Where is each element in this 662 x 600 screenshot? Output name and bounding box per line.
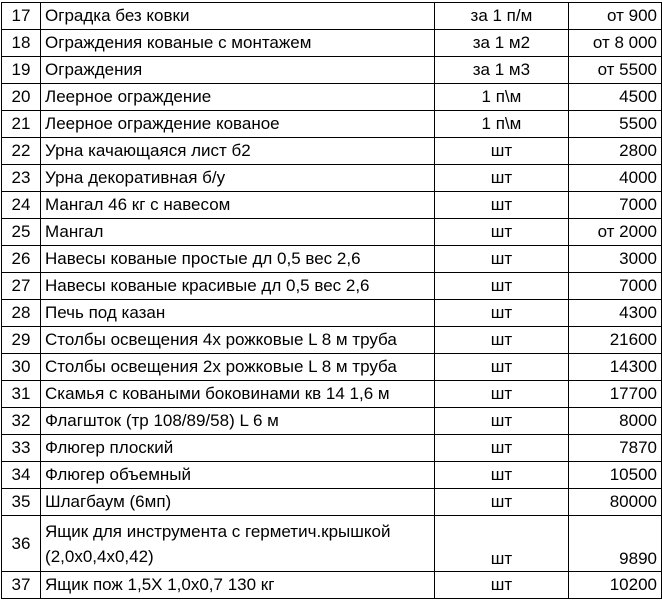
item-price: от 8 000 — [568, 30, 661, 57]
item-price: 10500 — [568, 462, 661, 489]
item-unit: шт — [435, 138, 569, 165]
item-name: Печь под казан — [41, 300, 435, 327]
row-number: 34 — [2, 462, 41, 489]
price-table-body — [2, 3, 662, 599]
item-price: 17700 — [568, 381, 661, 408]
item-unit: шт — [435, 219, 569, 246]
row-number: 37 — [2, 572, 41, 599]
table-row — [2, 3, 662, 30]
item-unit: шт — [435, 300, 569, 327]
item-price: от 2000 — [568, 219, 661, 246]
row-number: 24 — [2, 192, 41, 219]
item-unit: шт — [435, 435, 569, 462]
item-name: Столбы освещения 2х рожковые L 8 м труба — [41, 354, 435, 381]
table-row — [2, 111, 662, 138]
row-number: 22 — [2, 138, 41, 165]
table-row — [2, 192, 662, 219]
table-row — [2, 84, 662, 111]
row-number: 17 — [2, 3, 41, 30]
table-row — [2, 30, 662, 57]
row-number: 18 — [2, 30, 41, 57]
item-price: 10200 — [568, 572, 661, 599]
item-unit: за 1 м2 — [435, 30, 569, 57]
row-number: 23 — [2, 165, 41, 192]
table-row — [2, 354, 662, 381]
item-name: Ящик пож 1,5Х 1,0х0,7 130 кг — [41, 572, 435, 599]
item-unit: шт — [435, 327, 569, 354]
item-name: Урна качающаяся лист б2 — [41, 138, 435, 165]
item-name: Леерное ограждение кованое — [41, 111, 435, 138]
item-unit: шт — [435, 572, 569, 599]
item-price: 80000 — [568, 489, 661, 516]
table-row — [2, 516, 662, 572]
row-number: 27 — [2, 273, 41, 300]
table-row — [2, 572, 662, 599]
table-row — [2, 489, 662, 516]
item-name: Ограждения кованые с монтажем — [41, 30, 435, 57]
item-price: 14300 — [568, 354, 661, 381]
item-unit: за 1 м3 — [435, 57, 569, 84]
table-row — [2, 435, 662, 462]
item-name: Шлагбаум (6мп) — [41, 489, 435, 516]
table-row — [2, 57, 662, 84]
item-name: Оградка без ковки — [41, 3, 435, 30]
item-unit: шт — [435, 408, 569, 435]
table-row — [2, 165, 662, 192]
item-price: 7000 — [568, 192, 661, 219]
item-price: 21600 — [568, 327, 661, 354]
row-number: 36 — [2, 516, 41, 572]
item-name: Леерное ограждение — [41, 84, 435, 111]
row-number: 30 — [2, 354, 41, 381]
item-price: 8000 — [568, 408, 661, 435]
row-number: 35 — [2, 489, 41, 516]
item-price: 9890 — [568, 516, 661, 572]
row-number: 26 — [2, 246, 41, 273]
item-name: Флюгер объемный — [41, 462, 435, 489]
table-row — [2, 138, 662, 165]
item-price: 4300 — [568, 300, 661, 327]
item-price: от 5500 — [568, 57, 661, 84]
item-name: Мангал 46 кг с навесом — [41, 192, 435, 219]
item-unit: 1 п\м — [435, 111, 569, 138]
table-row — [2, 273, 662, 300]
item-unit: шт — [435, 165, 569, 192]
row-number: 20 — [2, 84, 41, 111]
item-price: 3000 — [568, 246, 661, 273]
item-unit: за 1 п/м — [435, 3, 569, 30]
item-name: Урна декоративная б/у — [41, 165, 435, 192]
row-number: 33 — [2, 435, 41, 462]
item-price: от 900 — [568, 3, 661, 30]
item-price: 2800 — [568, 138, 661, 165]
row-number: 25 — [2, 219, 41, 246]
row-number: 21 — [2, 111, 41, 138]
item-name: Ограждения — [41, 57, 435, 84]
row-number: 32 — [2, 408, 41, 435]
row-number: 19 — [2, 57, 41, 84]
item-unit: шт — [435, 354, 569, 381]
row-number: 28 — [2, 300, 41, 327]
table-row — [2, 408, 662, 435]
item-name: Навесы кованые простые дл 0,5 вес 2,6 — [41, 246, 435, 273]
item-unit: шт — [435, 246, 569, 273]
item-price: 4000 — [568, 165, 661, 192]
table-row — [2, 327, 662, 354]
item-name: Флагшток (тр 108/89/58) L 6 м — [41, 408, 435, 435]
item-unit: шт — [435, 489, 569, 516]
item-price: 4500 — [568, 84, 661, 111]
item-unit: шт — [435, 462, 569, 489]
item-unit: шт — [435, 273, 569, 300]
table-row — [2, 219, 662, 246]
item-name: Мангал — [41, 219, 435, 246]
table-row — [2, 300, 662, 327]
price-table — [1, 2, 662, 599]
item-unit: шт — [435, 381, 569, 408]
row-number: 31 — [2, 381, 41, 408]
item-price: 5500 — [568, 111, 661, 138]
item-price: 7000 — [568, 273, 661, 300]
item-unit: шт — [435, 516, 569, 572]
row-number: 29 — [2, 327, 41, 354]
table-row — [2, 246, 662, 273]
item-price: 7870 — [568, 435, 661, 462]
item-name: Флюгер плоский — [41, 435, 435, 462]
item-unit: 1 п\м — [435, 84, 569, 111]
item-name: Ящик для инструмента с герметич.крышкой (2,0х0,4х0,42) — [41, 516, 435, 572]
item-name: Столбы освещения 4х рожковые L 8 м труба — [41, 327, 435, 354]
item-unit: шт — [435, 192, 569, 219]
item-name: Скамья с коваными боковинами кв 14 1,6 м — [41, 381, 435, 408]
table-row — [2, 381, 662, 408]
item-name: Навесы кованые красивые дл 0,5 вес 2,6 — [41, 273, 435, 300]
table-row — [2, 462, 662, 489]
